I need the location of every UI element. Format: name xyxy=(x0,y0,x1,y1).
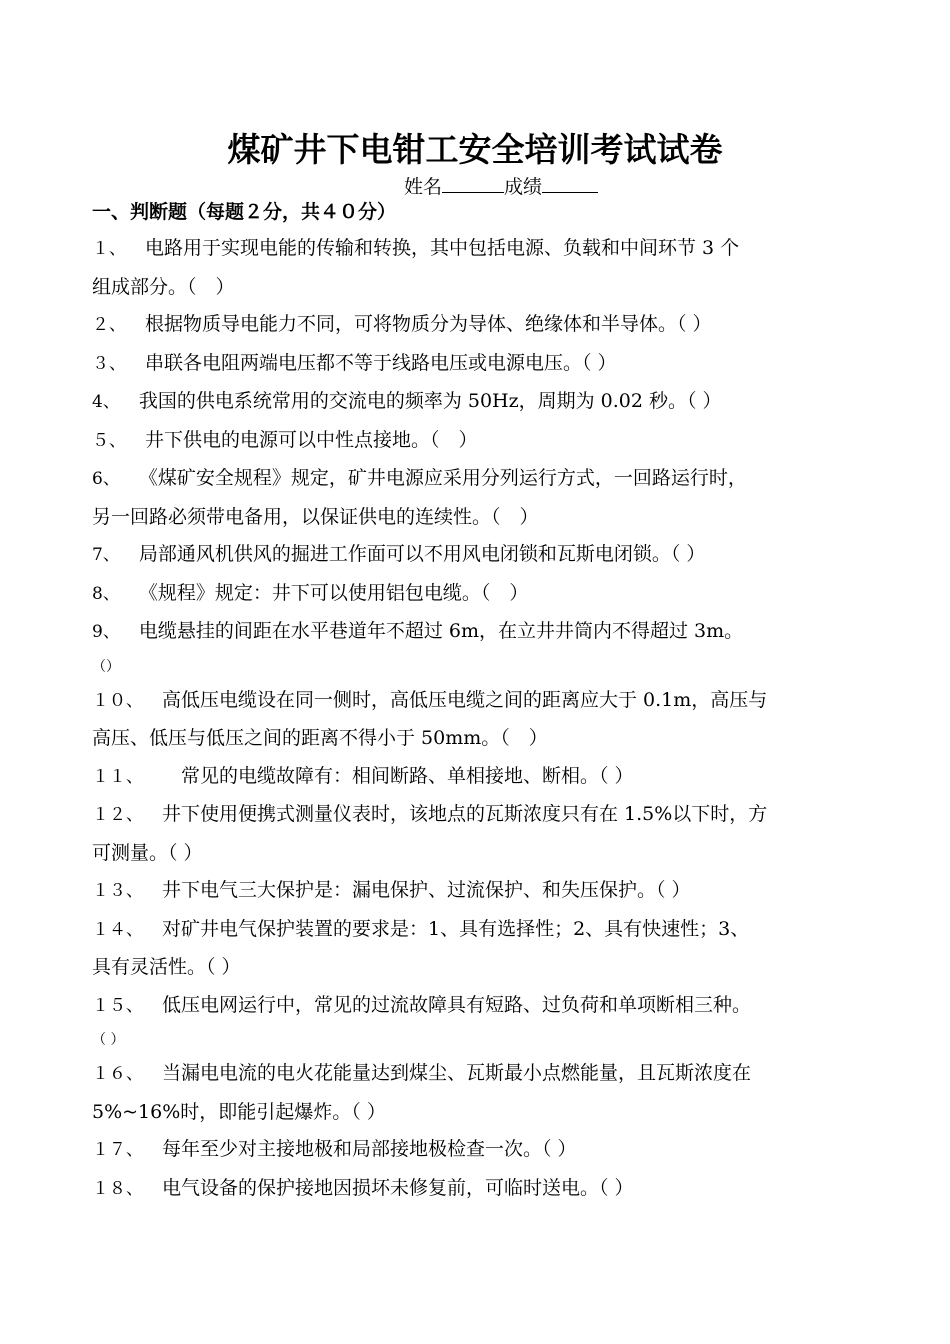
question-number: １０、 xyxy=(92,690,143,711)
question-number: １８、 xyxy=(92,1178,143,1199)
question-number: ３、 xyxy=(92,353,126,374)
question-item xyxy=(92,911,882,987)
question-text: 《煤矿安全规程》规定，矿井电源应采用分列运行方式，一回路运行时， xyxy=(138,467,747,489)
question-text: 常见的电缆故障有：相间断路、单相接地、断相。（ ） xyxy=(162,764,634,787)
question-number: １７、 xyxy=(92,1140,143,1160)
question-number: １４、 xyxy=(92,919,143,940)
question-text: 当漏电电流的电火花能量达到煤尘、瓦斯最小点燃能量，且瓦斯浓度在 xyxy=(162,1062,752,1084)
question-gap xyxy=(120,390,139,412)
question-text: 《规程》规定：井下可以使用铝包电缆。（ ） xyxy=(138,581,529,604)
question-gap xyxy=(126,313,145,335)
question-gap xyxy=(120,620,139,642)
question-number: 9、 xyxy=(92,622,120,642)
question-number: １、 xyxy=(92,239,126,259)
question-gap xyxy=(126,429,145,451)
question-number: 7、 xyxy=(92,545,120,565)
name-blank[interactable] xyxy=(442,172,504,193)
name-score-line xyxy=(404,172,598,201)
question-text: 井下供电的电源可以中性点接地。（ ） xyxy=(145,428,478,451)
question-text-continued: 5%~16%时，即能引起爆炸。（ ） xyxy=(92,1100,386,1123)
question-number: １１、 xyxy=(92,766,143,787)
question-item xyxy=(92,230,882,306)
question-text-continued: 具有灵活性。（ ） xyxy=(92,956,241,978)
question-text: 电缆悬挂的间距在水平巷道年不超过 6m，在立井井筒内不得超过 3m。 xyxy=(138,620,744,642)
question-item xyxy=(92,872,882,911)
question-gap xyxy=(143,765,162,787)
question-item xyxy=(92,575,882,614)
section-heading: 一、判断题（每题２分，共４０分） xyxy=(92,201,397,223)
question-item xyxy=(92,1131,882,1170)
question-text: 对矿井电气保护装置的要求是：1、具有选择性；2、具有快速性；3、 xyxy=(162,917,750,940)
question-item xyxy=(92,383,882,422)
question-item xyxy=(92,460,882,536)
question-text: 局部通风机供风的掘进工作面可以不用风电闭锁和瓦斯电闭锁。（ ） xyxy=(138,543,706,565)
question-gap xyxy=(143,1177,162,1199)
question-item xyxy=(92,682,882,758)
question-text-continued: 另一回路必须带电备用，以保证供电的连续性。（ ） xyxy=(92,505,539,528)
question-text: 井下使用便携式测量仪表时，该地点的瓦斯浓度只有在 1.5%以下时，方 xyxy=(162,803,768,825)
question-number: ５、 xyxy=(92,430,126,451)
question-gap xyxy=(143,879,162,901)
question-number: 8、 xyxy=(92,583,120,604)
question-item xyxy=(92,758,882,797)
question-text: 井下电气三大保护是：漏电保护、过流保护、和失压保护。（ ） xyxy=(162,879,691,901)
question-gap xyxy=(120,582,139,604)
question-text: 电气设备的保护接地因损坏未修复前，可临时送电。（ ） xyxy=(162,1176,634,1199)
question-gap xyxy=(126,352,145,374)
question-number: ２、 xyxy=(92,315,126,335)
question-number: 6、 xyxy=(92,469,120,489)
question-text-continued: （ ） xyxy=(92,1032,125,1048)
question-text-continued: （） xyxy=(92,658,120,675)
page-title: 煤矿井下电钳工安全培训考试试卷 xyxy=(227,130,723,169)
question-item xyxy=(92,796,882,872)
question-list xyxy=(92,230,882,1208)
question-gap xyxy=(143,1062,162,1084)
name-label: 姓名 xyxy=(404,176,443,198)
question-item xyxy=(92,306,882,345)
question-item xyxy=(92,1170,882,1209)
question-text-continued: 可测量。（ ） xyxy=(92,841,203,864)
question-gap xyxy=(126,237,145,259)
question-gap xyxy=(143,1138,162,1160)
question-number: １６、 xyxy=(92,1064,143,1084)
question-text: 低压电网运行中，常见的过流故障具有短路、过负荷和单项断相三种。 xyxy=(162,993,752,1016)
question-gap xyxy=(143,689,162,711)
question-text: 我国的供电系统常用的交流电的频率为 50Hz，周期为 0.02 秒。（ ） xyxy=(138,390,722,412)
question-gap xyxy=(143,803,162,825)
question-text: 高低压电缆设在同一侧时，高低压电缆之间的距离应大于 0.1m，高压与 xyxy=(162,688,768,711)
question-item xyxy=(92,422,882,461)
question-number: 4、 xyxy=(92,392,120,412)
question-gap xyxy=(143,994,162,1016)
question-number: １２、 xyxy=(92,805,143,825)
question-item xyxy=(92,613,882,682)
question-text: 根据物质导电能力不同，可将物质分为导体、绝缘体和半导体。（ ） xyxy=(145,313,712,335)
question-item xyxy=(92,345,882,384)
question-item xyxy=(92,987,882,1056)
question-text-continued: 高压、低压与低压之间的距离不得小于 50mm。（ ） xyxy=(92,727,548,749)
question-text-continued: 组成部分。（ ） xyxy=(92,275,235,298)
question-number: １３、 xyxy=(92,881,143,901)
question-text: 每年至少对主接地极和局部接地极检查一次。（ ） xyxy=(162,1138,577,1160)
question-gap xyxy=(120,543,139,565)
question-gap xyxy=(120,467,139,489)
question-item xyxy=(92,536,882,575)
question-item xyxy=(92,1055,882,1131)
score-label: 成绩 xyxy=(504,176,543,198)
question-text: 电路用于实现电能的传输和转换，其中包括电源、负载和中间环节 3 个 xyxy=(145,237,740,259)
question-text: 串联各电阻两端电压都不等于线路电压或电源电压。（ ） xyxy=(145,351,617,374)
score-blank[interactable] xyxy=(542,172,598,193)
question-number: １５、 xyxy=(92,995,143,1016)
question-gap xyxy=(143,918,162,940)
